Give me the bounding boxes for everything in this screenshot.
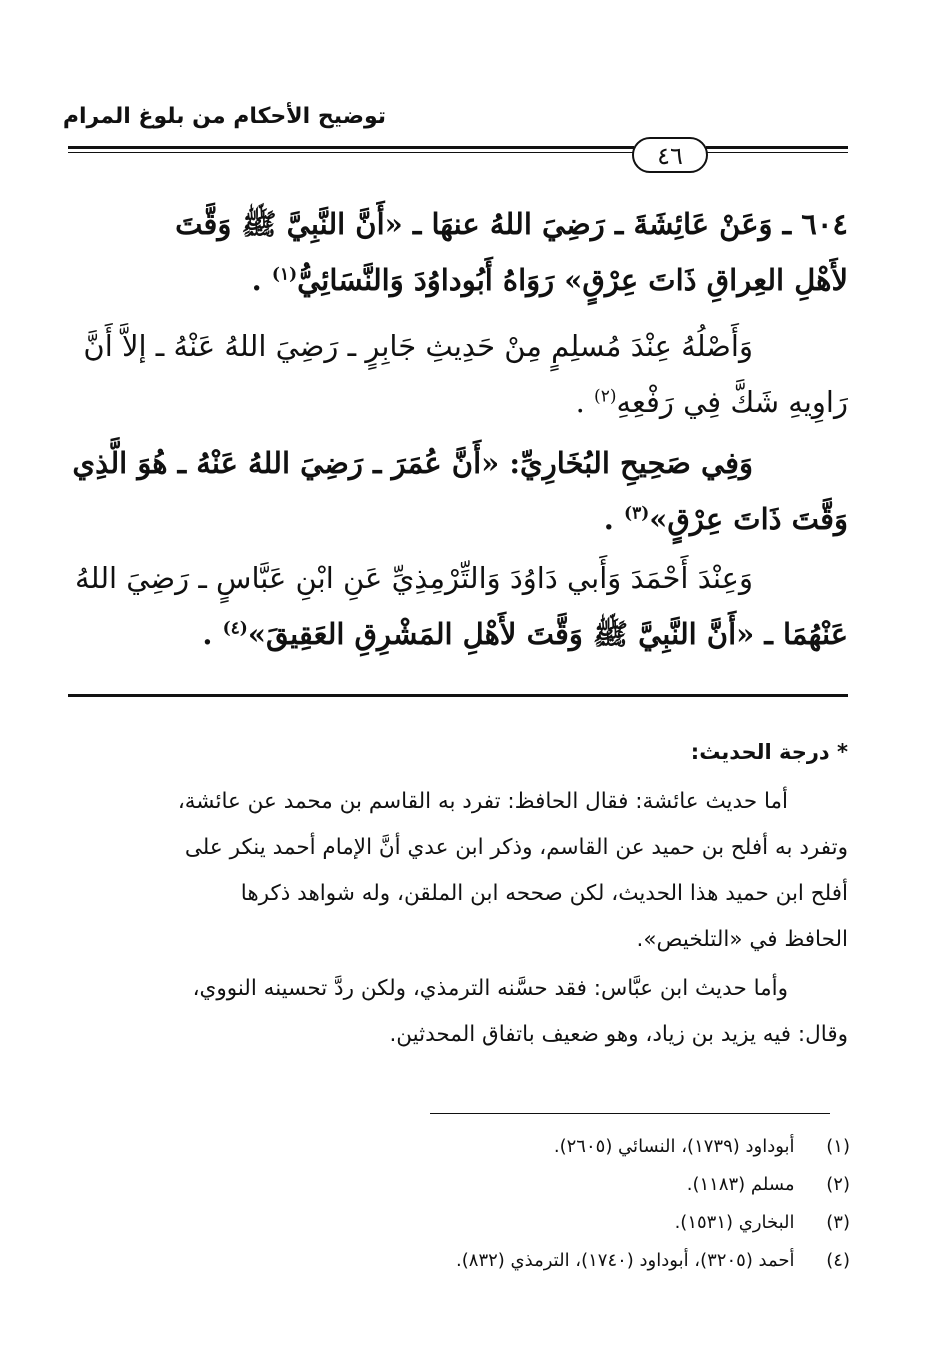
header-rule-right — [706, 146, 848, 149]
footnote-ref: (١) — [271, 264, 298, 285]
footnote-number: (٣) — [826, 1212, 850, 1233]
footnote-number: (٤) — [826, 1250, 850, 1271]
grade-heading: * درجة الحديث: — [690, 740, 848, 764]
period: . — [603, 502, 614, 536]
hadith-line-text: وَفِي صَحِيحِ البُخَارِيِّ: «أَنَّ عُمَرَ ـ رَضِيَ اللهُ عَنْهُ ـ هُوَ الَّذِي — [72, 446, 753, 480]
hadith-line — [68, 374, 848, 430]
footnote-item — [330, 1242, 850, 1280]
hadith-line-text: وَأَصْلُهُ عِنْدَ مُسلِمٍ مِنْ حَدِيثِ جَابِرٍ ـ رَضِيَ اللهُ عَنْهُ ـ إلاَّ أَنَّ — [83, 329, 753, 363]
grade-line: الحافظ في «التلخيص». — [636, 927, 848, 952]
hadith-line-text: لأَهْلِ العِراقِ ذَاتَ عِرْقٍ» رَوَاهُ أَبُوداوُدَ وَالنَّسَائِيُّ — [297, 263, 848, 297]
period: . — [575, 385, 585, 419]
hadith-text-4 — [68, 550, 848, 662]
grade-paragraph-1 — [68, 779, 848, 963]
footnote-ref: (٣) — [624, 503, 650, 524]
footnote-text: أحمد (٣٢٠٥)، أبوداود (١٧٤٠)، الترمذي (٨٣٢). — [456, 1250, 795, 1271]
grade-line: وأما حديث ابن عبَّاس: فقد حسَّنه الترمذي، ولكن ردَّ تحسينه النووي، — [192, 976, 788, 1001]
header-rule-left-thin — [68, 152, 634, 153]
hadith-line-text: وَقَّتَ ذَاتَ عِرْقٍ» — [649, 502, 848, 536]
grade-paragraph-2 — [68, 966, 848, 1058]
header-rule-right-thin — [706, 152, 848, 153]
header-rule-left — [68, 146, 634, 149]
grade-line: وتفرد به أفلح بن حميد عن القاسم، وذكر ابن عدي أنَّ الإمام أحمد ينكر على — [184, 835, 848, 860]
hadith-text-3 — [68, 435, 848, 547]
grade-line: أما حديث عائشة: فقال الحافظ: تفرد به القاسم بن محمد عن عائشة، — [177, 789, 788, 814]
footnote-ref: (٤) — [222, 618, 248, 639]
running-header-title: توضيح الأحكام من بلوغ المرام — [62, 104, 386, 129]
section-divider — [68, 694, 848, 697]
footnote-text: البخاري (١٥٣١). — [674, 1212, 795, 1233]
footnote-text: مسلم (١١٨٣). — [686, 1174, 795, 1195]
hadith-line-text: ٦٠٤ ـ وَعَنْ عَائِشَةَ ـ رَضِيَ اللهُ عنهَا ـ «أَنَّ النَّبِيَّ ﷺ وَقَّتَ — [175, 207, 848, 241]
footnote-ref: (٢) — [594, 386, 617, 407]
grade-line: أفلح ابن حميد هذا الحديث، لكن صححه ابن الملقن، وله شواهد ذكرها — [240, 881, 848, 906]
footnote-item — [330, 1128, 850, 1166]
grade-line: وقال: فيه يزيد بن زياد، وهو ضعيف باتفاق المحدثين. — [389, 1022, 848, 1047]
footnote-number: (٢) — [826, 1174, 850, 1195]
hadith-text — [68, 196, 848, 308]
page-number-badge: ٤٦ — [632, 137, 708, 173]
hadith-line — [68, 196, 848, 252]
hadith-line — [68, 252, 848, 308]
footnotes — [330, 1128, 850, 1280]
footnote-item — [330, 1204, 850, 1242]
hadith-text-2 — [68, 318, 848, 430]
footnote-item — [330, 1166, 850, 1204]
footnote-separator — [430, 1113, 830, 1114]
hadith-line — [68, 550, 848, 606]
hadith-line — [68, 318, 848, 374]
hadith-line-text: وَعِنْدَ أَحْمَدَ وَأَبي دَاوُدَ وَالتِّرْمِذِيِّ عَنِ ابْنِ عَبَّاسٍ ـ رَضِيَ اللهُ — [75, 561, 753, 595]
period: . — [251, 263, 262, 297]
footnote-text: أبوداود (١٧٣٩)، النسائي (٢٦٠٥). — [553, 1136, 795, 1157]
hadith-line — [68, 606, 848, 662]
hadith-line-text: رَاوِيهِ شَكَّ فِي رَفْعِهِ — [616, 385, 848, 419]
period: . — [202, 617, 213, 651]
footnote-number: (١) — [826, 1136, 850, 1157]
hadith-line — [68, 491, 848, 547]
hadith-line — [68, 435, 848, 491]
hadith-line-text: عَنْهُمَا ـ «أَنَّ النَّبِيَّ ﷺ وَقَّتَ لأَهْلِ المَشْرِقِ العَقِيقَ» — [247, 617, 848, 651]
